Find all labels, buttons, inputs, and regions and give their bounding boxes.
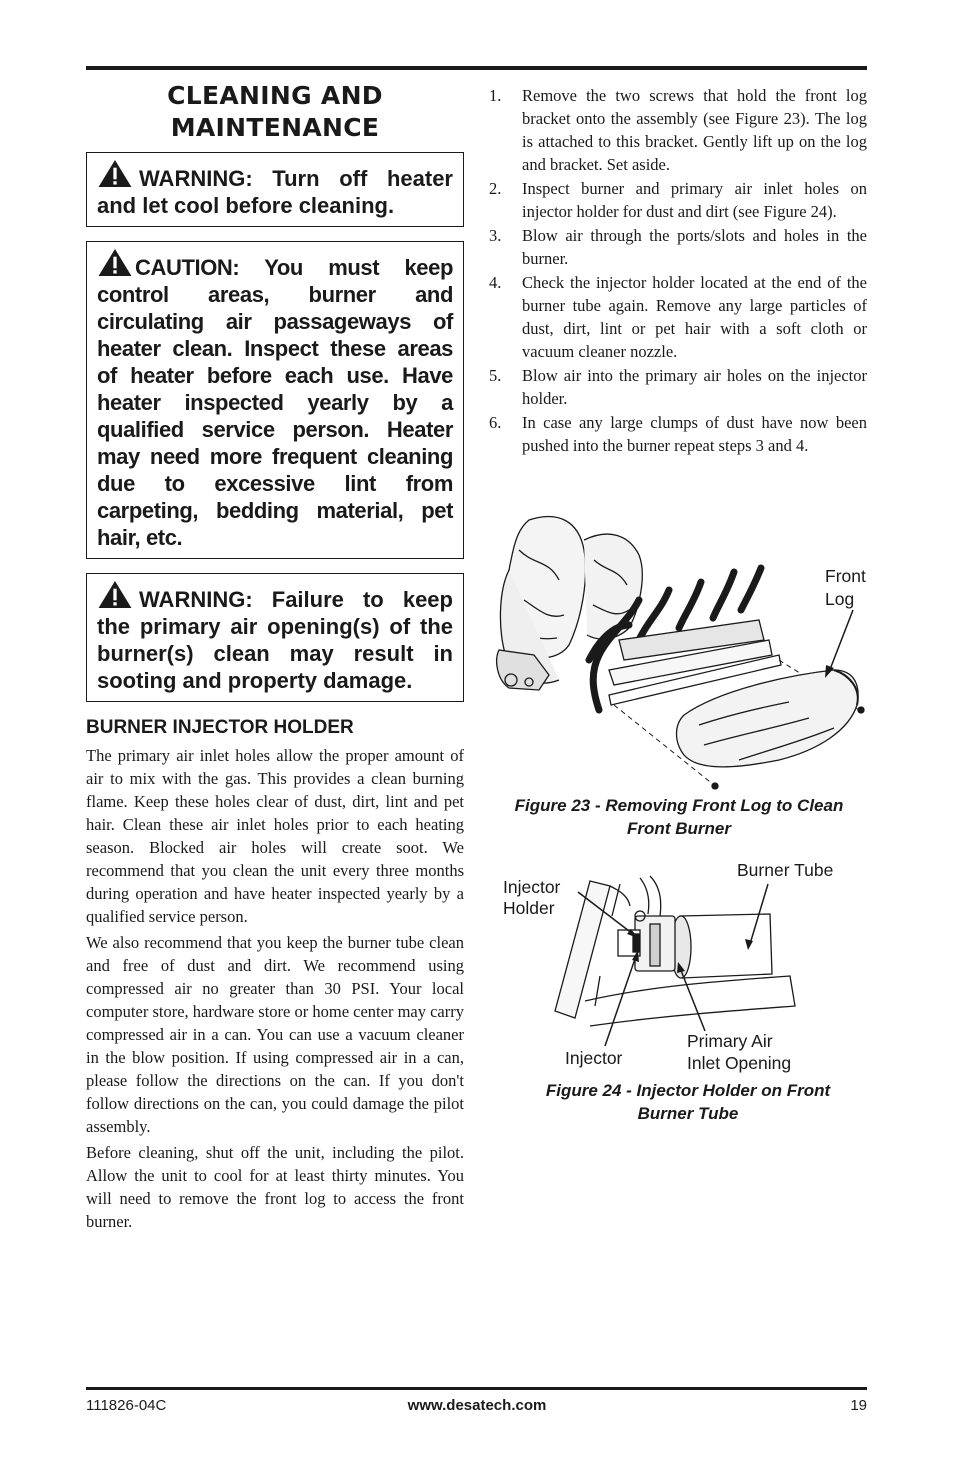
figure-24-label-primary-air-2: Inlet Opening xyxy=(687,1053,792,1073)
caution-text: CAUTION: You must keep control areas, burner and circulating air passageways of heater clean. Inspect these areas of heater before each use. Have heater inspected yearly by a qualified service person. Heater may need more frequent cleaning due to excessive lint from carpeting, bedding material, pet hair, etc. xyxy=(97,255,453,550)
paragraph-3: Before cleaning, shut off the unit, including the pilot. Allow the unit to cool for at least thirty minutes. You will need to remove the front log to access the front burner. xyxy=(86,1143,464,1231)
figure-23-illustration xyxy=(489,510,869,800)
figure-24-caption-line-2: Burner Tube xyxy=(637,1104,739,1123)
cleaning-steps-list xyxy=(489,84,867,457)
step-number: 1. xyxy=(489,86,502,105)
title-line-2: MAINTENANCE xyxy=(170,113,380,142)
page-title xyxy=(86,80,464,144)
list-item xyxy=(489,177,867,223)
title-line-1: CLEANING AND xyxy=(167,81,383,110)
list-item xyxy=(489,411,867,457)
step-number: 4. xyxy=(489,273,502,292)
step-number: 2. xyxy=(489,179,502,198)
figure-24-label-injector-holder-2: Holder xyxy=(503,898,555,918)
step-text: Blow air through the ports/slots and holes in the burner. xyxy=(522,226,867,268)
figure-23-caption xyxy=(489,794,869,840)
figure-23-label-log: Log xyxy=(825,589,855,609)
figure-23-caption-line-2: Front Burner xyxy=(627,819,731,838)
figure-24-label-injector: Injector xyxy=(565,1048,623,1068)
figure-23-label-front: Front xyxy=(825,566,866,586)
bottom-rule xyxy=(86,1387,867,1390)
list-item xyxy=(489,224,867,270)
paragraph-2: We also recommend that you keep the burner tube clean and free of dust and dirt. We recommend using compressed air no greater than 30 PSI. Your local computer store, hardware store or home center may carry compressed air in a can. You can use a vacuum cleaner in the blow position. If using compressed air in a can, please follow the directions on the can. If you don't follow directions on the can, you could damage the pilot assembly. xyxy=(86,933,464,1136)
figure-24-caption-line-1: Figure 24 - Injector Holder on Front xyxy=(545,1081,831,1100)
caution-box xyxy=(86,241,464,559)
list-item xyxy=(489,84,867,176)
warning-text-air-opening: WARNING: Failure to keep the primary air opening(s) of the burner(s) clean may result in sooting and property damage. xyxy=(97,587,453,693)
figure-23-caption-line-1: Figure 23 - Removing Front Log to Clean xyxy=(514,796,844,815)
list-item xyxy=(489,364,867,410)
step-number: 3. xyxy=(489,226,502,245)
figure-24-label-primary-air-1: Primary Air xyxy=(687,1031,773,1051)
warning-box-air-opening xyxy=(86,573,464,702)
step-text: Remove the two screws that hold the front log bracket onto the assembly (see Figure 23). The log is attached to this bracket. Gently lift up on the log and bracket. Set aside. xyxy=(522,86,867,174)
step-number: 6. xyxy=(489,413,502,432)
warning-triangle-icon xyxy=(97,580,133,609)
step-text: Inspect burner and primary air inlet holes on injector holder for dust and dirt (see Figure 24). xyxy=(522,179,867,221)
left-column xyxy=(86,80,464,1236)
footer-website[interactable]: www.desatech.com xyxy=(407,1397,547,1414)
warning-triangle-icon xyxy=(97,159,133,188)
figure-24-label-injector-holder-1: Injector xyxy=(503,877,561,897)
figure-24-label-burner-tube: Burner Tube xyxy=(737,860,834,880)
figure-24-caption xyxy=(498,1079,878,1125)
section-heading: BURNER INJECTOR HOLDER xyxy=(86,717,354,738)
warning-box-turn-off xyxy=(86,152,464,227)
right-column xyxy=(489,84,867,458)
warning-text-turn-off: WARNING: Turn off heater and let cool before cleaning. xyxy=(97,166,453,218)
step-number: 5. xyxy=(489,366,502,385)
step-text: In case any large clumps of dust have now been pushed into the burner repeat steps 3 and 4. xyxy=(522,413,867,455)
warning-triangle-icon xyxy=(97,248,133,277)
step-text: Check the injector holder located at the end of the burner tube again. Remove any large particles of dust, dirt, lint or pet hair with a soft cloth or vacuum cleaner nozzle. xyxy=(522,273,867,361)
paragraph-1: The primary air inlet holes allow the proper amount of air to mix with the gas. This provides a clean burning flame. Keep these holes clear of dust, dirt, lint and pet hair. Clean these air inlet holes prior to each heating season. Blocked air holes will create soot. We recommend that you clean the unit every three months during operation and have heater inspected yearly by a qualified service person. xyxy=(86,746,464,926)
footer-part-number: 111826-04C xyxy=(86,1397,167,1414)
footer-page-number: 19 xyxy=(850,1397,867,1414)
step-text: Blow air into the primary air holes on the injector holder. xyxy=(522,366,867,408)
top-rule xyxy=(86,66,867,70)
list-item xyxy=(489,271,867,363)
